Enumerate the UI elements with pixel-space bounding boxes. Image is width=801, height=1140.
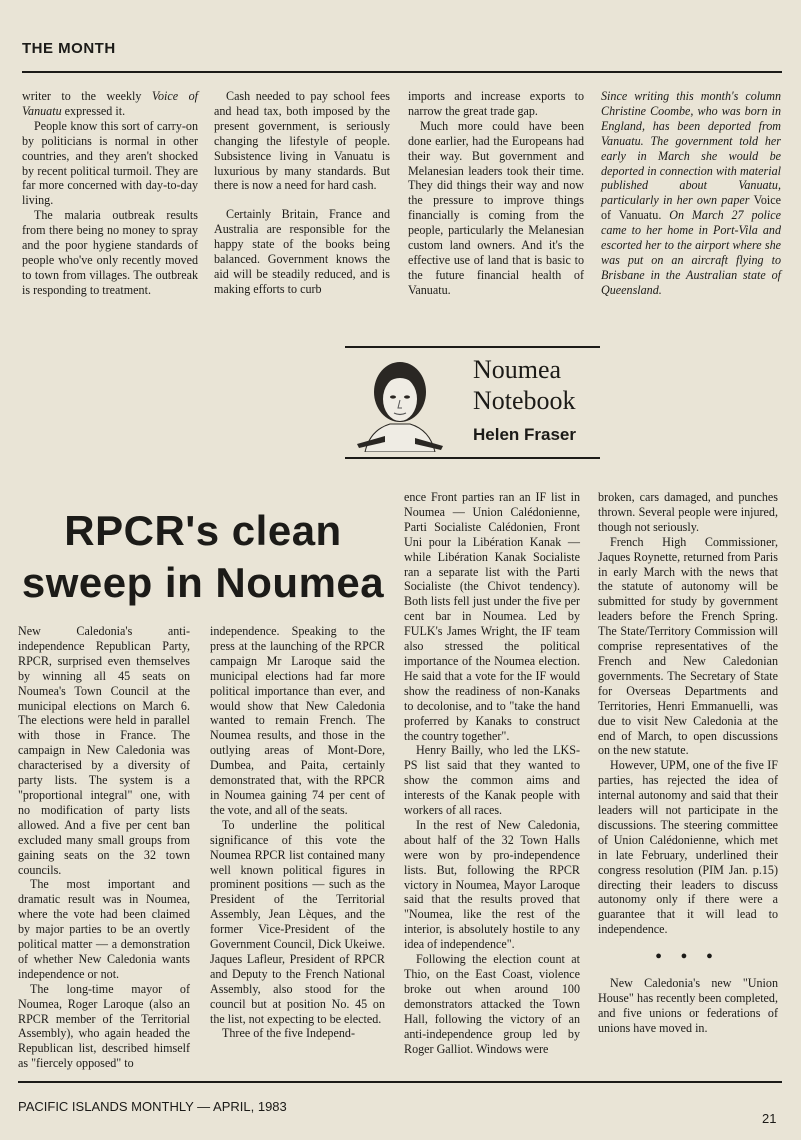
article-col4-para-1: broken, cars damaged, and punches thrown. Several people were injured, though not seriously. [598, 490, 778, 534]
top-col3-para-2: Much more could have been done earlier, had the Europeans had their way. But government and Melanesian leaders took their time. They did things their way and now the pressure to improve things financially is coming from the people, particularly the Melanesian custom land owners. And it's the effective use of land that is basic to the future financial health of Vanuatu. [408, 118, 584, 297]
deportation-note [601, 89, 781, 298]
article-column-3 [404, 490, 580, 1056]
article-col1-para-2: The most important and dramatic result was in Noumea, where the vote had been claimed by major parties to be an overtly political matter — a demonstration of whether New Caledonia wants independence or not. [18, 877, 190, 981]
notebook-author: Helen Fraser [473, 425, 576, 444]
article-col1-para-1: New Caledonia's anti-independence Republican Party, RPCR, surprised even themselves by winning all 45 seats on Noumea's Town Council at the municipal elections on March 6. The elections were held in parallel with those in France. The campaign in New Caledonia was characterised by a diversity of party lists. The system is a "proportional integral" one, with no modification of party lists allowed. And a five per cent ban excluded many small groups from gaining seats on the 32 town councils. [18, 624, 190, 877]
article-col3-para-4: Following the election count at Thio, on the East Coast, violence broke out when around 100 demonstrators attacked the Town Hall, following the victory of an anti-independence group led by Roger Galliot. Windows were [404, 952, 580, 1056]
top-column-4-note [601, 89, 781, 298]
footer-rule [18, 1081, 782, 1083]
article-col2-para-2: To underline the political significance of this vote the Noumea RPCR list contained many well known political figures in prominent positions — such as the President of the Territorial Assembly, Jean Lèques, and the former Vice-President of the Government Council, Dick Ukeiwe. Jaques Lafleur, President of RPCR and Deputy to the French National Assembly, also stood for the council but at position No. 45 on the list, not expecting to be elected. [210, 817, 385, 1026]
article-col3-para-3: In the rest of New Caledonia, about half of the 32 Town Halls were won by pro-independence lists. But, following the RPCR victory in Noumea, Mayor Laroque said that the results proved that "Noumea, like the rest of the interior, is absolutely hostile to any idea of independence". [404, 817, 580, 952]
article-col2-para-3: Three of the five Independ- [222, 1026, 355, 1041]
article-column-1 [18, 624, 190, 1071]
author-portrait [355, 352, 445, 452]
notebook-title-line-2: Notebook [473, 386, 576, 415]
article-column-4 [598, 490, 778, 1036]
article-headline [18, 505, 388, 609]
top-col1-para-1-a: writer to the weekly [22, 89, 152, 103]
article-col3-para-2: Henry Bailly, who led the LKS-PS list said that they wanted to show the common aims and interests of the Kanak people with workers of all races. [404, 743, 580, 818]
top-column-3 [408, 89, 584, 298]
page-number: 21 [762, 1111, 777, 1126]
article-col4-para-3: However, UPM, one of the five IF parties, has rejected the idea of internal autonomy and said that their leaders will not participate in the discussions. The steering committee of Union Calédonienne, which met in late February, underlined their congress resolution (PIM Jan. p.15) directing their leaders to discuss autonomy only if there were a guarantee that it will lead to independence. [598, 758, 778, 937]
top-column-2 [214, 89, 390, 297]
article-col4-para-4: New Caledonia's new "Union House" has recently been completed, and five unions or federations of unions have moved in. [598, 976, 778, 1035]
top-column-1 [22, 89, 198, 298]
voice-of-vanuatu-italic: Voice of Vanuatu [22, 89, 199, 118]
deportation-note-paper: Voice of Vanuatu. [601, 193, 781, 223]
top-col1-para-3: The malaria outbreak results from there being no money to spray and the poor hygiene standards of people who've only recently moved to town from villages. The outbreak is responding to treatment. [22, 208, 198, 297]
headline-line-1: RPCR's clean [64, 507, 342, 554]
article-col4-para-2: French High Commissioner, Jaques Roynette, returned from Paris in early March with the news that the statute of autonomy will be submitted for study by government leaders before the French Spring. The State/Territory Commission will comprise representatives of the French and New Caledonian governments. The Secretary of State for Overseas Departments and Territories, Henri Emmanuelli, was due to visit New Caledonia at the end of March, to open discussions on the new statute. [598, 534, 778, 758]
publication-footer: PACIFIC ISLANDS MONTHLY — APRIL, 1983 [18, 1099, 287, 1114]
article-col2-para-1: independence. Speaking to the press at the launching of the RPCR campaign Mr Laroque said the municipal elections had far more political importance than ever, and would show that New Caledonia wanted to remain French. The Noumea results, and those in the outlying areas of Mont-Dore, Dumbea, and Paita, certainly demonstrated that, with the RPCR in Noumea gaining 74 per cent of the vote, and all of the seats. [210, 624, 385, 817]
section-separator: ● ● ● [655, 950, 721, 963]
top-col3-para-1: imports and increase exports to narrow the great trade gap. [408, 89, 584, 118]
notebook-title [473, 354, 576, 416]
section-label: THE MONTH [22, 40, 116, 57]
deportation-note-text: Since writing this month's column Christine Coombe, who was born in England, has been deported from Vanuatu. The government told her early in March she would be deported in connection with material published about Vanuatu, particularly in her own paper [601, 89, 781, 208]
top-col1-para-1-b: expressed it. [61, 103, 126, 118]
article-col3-para-1: ence Front parties ran an IF list in Noumea — Union Calédonienne, Parti Socialiste Calédonien, Front Uni pour la Libération Kanak — while Libération Kanak Socialiste ran a separate list with the Parti Socialiste (the Chivot tendency). Both lists fell just under the five per cent bar in Noumea. Led by FULK's James Wright, the IF team also stressed the political importance of the Noumea election. He said that a vote for the IF would show the readiness of non-Kanaks to decolonise, and to "take the hand proferred by Kanaks to construct the country together". [404, 490, 580, 743]
notebook-title-line-1: Noumea [473, 355, 562, 384]
article-column-2 [210, 624, 385, 1041]
deportation-note-2: On March 27 police came to her home in Port-Vila and escorted her to the airport where she was put on an aircraft flying to Brisbane in the Australian state of Queensland. [601, 208, 781, 297]
top-col2-para-2: Certainly Britain, France and Australia are responsible for the happy state of the books being balanced. Government knows the aid will be steadily reduced, and is making efforts to curb [214, 207, 390, 296]
notebook-bottom-rule [345, 457, 600, 459]
top-col1-para-1 [22, 89, 198, 119]
header-rule [22, 71, 782, 73]
article-col1-para-3: The long-time mayor of Noumea, Roger Laroque (also an RPCR member of the Territorial Assembly), who again headed the Republican list, described himself as "fiercely opposed" to [18, 981, 190, 1071]
top-col1-para-2: People know this sort of carry-on by politicians is normal in other countries, and they aren't shocked by recent political turmoil. They are far more concerned with day-to-day living. [22, 118, 198, 208]
headline-line-2: sweep in Noumea [21, 559, 385, 606]
top-col2-para-1: Cash needed to pay school fees and head tax, both imposed by the present government, is seriously changing the lifestyle of people. Subsistence living in Vanuatu is luxurious by many standards. But there is now a need for hard cash. [214, 89, 390, 193]
notebook-top-rule [345, 346, 600, 348]
